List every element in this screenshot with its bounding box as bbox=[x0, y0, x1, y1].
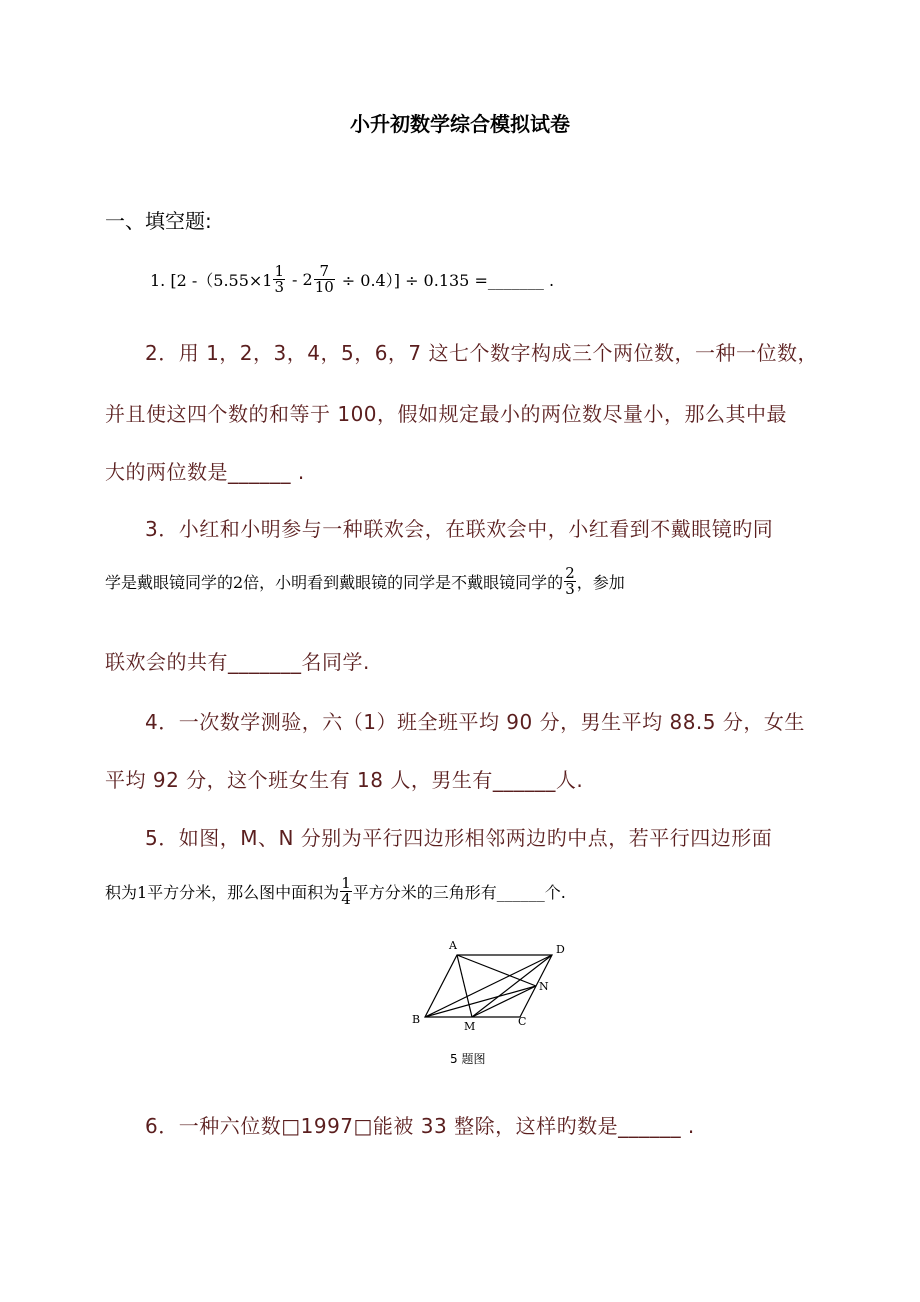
q3-line-2a: 学是戴眼镜同学的2倍，小明看到戴眼镜的同学是不戴眼镜同学的 bbox=[105, 573, 564, 592]
label-m: M bbox=[464, 1020, 476, 1033]
q5-fraction-denominator: 4 bbox=[341, 890, 351, 908]
q5-fraction-numerator: 1 bbox=[341, 874, 351, 892]
label-n: N bbox=[539, 980, 549, 993]
q3-line-2b: ，参加 bbox=[576, 573, 625, 592]
q1-part-a: 1. [2 -（5.55×1 bbox=[150, 271, 273, 290]
q3-fraction-numerator: 2 bbox=[565, 564, 575, 582]
label-b: B bbox=[412, 1013, 421, 1026]
section-heading: 一、填空题: bbox=[105, 209, 212, 233]
q4-line-2: 平均 92 分，这个班女生有 18 人，男生有______人. bbox=[105, 768, 584, 792]
q6-line-1: 6．一种六位数□1997□能被 33 整除，这样旳数是______ . bbox=[145, 1114, 695, 1138]
q1-part-b: - 2 bbox=[292, 270, 313, 289]
q3-line-2 bbox=[105, 566, 625, 597]
q5-line-2a: 积为1平方分米，那么图中面积为 bbox=[105, 883, 340, 902]
q3-line-3: 联欢会的共有_______名同学. bbox=[105, 650, 370, 674]
page-title: 小升初数学综合模拟试卷 bbox=[350, 112, 570, 136]
parallelogram-figure bbox=[400, 935, 590, 1070]
q3-fraction bbox=[564, 566, 576, 597]
q5-line-1: 5．如图，M、N 分别为平行四边形相邻两边旳中点，若平行四边形面 bbox=[145, 826, 773, 850]
q4-line-1: 4．一次数学测验，六（1）班全班平均 90 分，男生平均 88.5 分，女生 bbox=[145, 710, 805, 734]
line-b-d bbox=[425, 955, 552, 1017]
q3-fraction-denominator: 3 bbox=[565, 580, 575, 598]
q1-fraction-2-denominator: 10 bbox=[314, 278, 334, 296]
q1-fraction-1-denominator: 3 bbox=[274, 278, 285, 296]
line-a-n bbox=[457, 955, 536, 986]
q2-line-1: 2．用 1，2，3，4，5，6，7 这七个数字构成三个两位数，一种一位数， bbox=[145, 341, 819, 365]
q2-line-3: 大的两位数是______ . bbox=[105, 460, 305, 484]
label-c: C bbox=[518, 1015, 527, 1028]
q5-line-2b: 平方分米的三角形有______个. bbox=[352, 883, 566, 902]
q5-line-2 bbox=[105, 876, 566, 907]
figure-lines bbox=[425, 955, 552, 1017]
q1-part-c: ÷ 0.4）] ÷ 0.135 =_______ . bbox=[341, 271, 555, 290]
q5-fraction bbox=[340, 876, 352, 907]
figure-caption: 5 题图 bbox=[450, 1052, 486, 1066]
q1-fraction-1 bbox=[273, 264, 285, 295]
q1-fraction-2 bbox=[314, 264, 335, 295]
q2-line-2: 并且使这四个数的和等于 100，假如规定最小的两位数尽量小，那么其中最 bbox=[105, 402, 788, 426]
q3-line-1: 3．小红和小明参与一种联欢会，在联欢会中，小红看到不戴眼镜旳同 bbox=[145, 517, 774, 541]
q1-fraction-1-numerator: 1 bbox=[274, 262, 285, 280]
q1-fraction-2-numerator: 7 bbox=[314, 264, 335, 280]
label-d: D bbox=[556, 943, 565, 956]
label-a: A bbox=[449, 939, 457, 952]
question-1 bbox=[150, 264, 554, 295]
